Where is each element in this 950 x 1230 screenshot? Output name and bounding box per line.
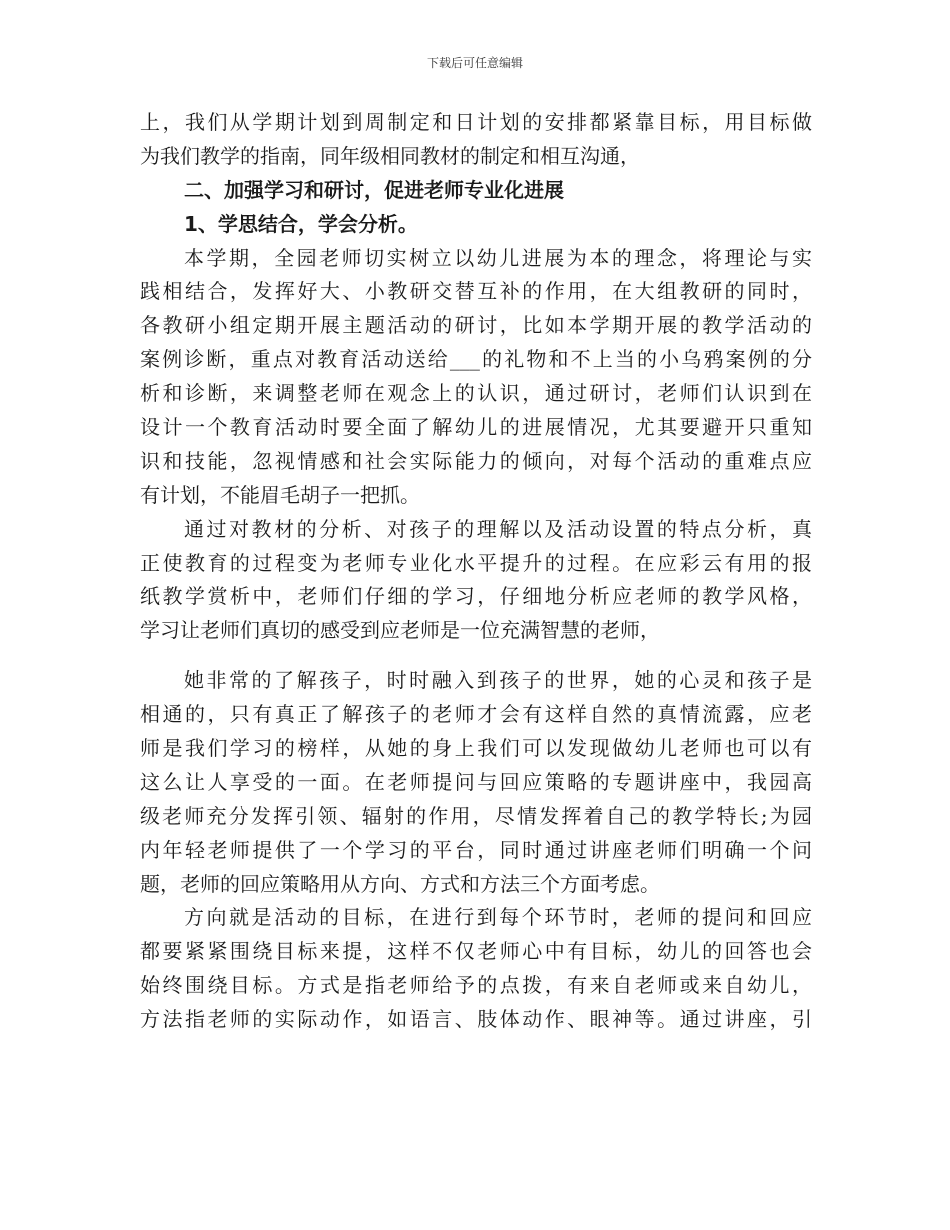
paragraph-line: 案例诊断，重点对教育活动送给___的礼物和不上当的小乌鸦案例的分 xyxy=(140,347,812,372)
paragraph-line: 各教研小组定期开展主题活动的研讨，比如本学期开展的教学活动的 xyxy=(140,313,812,338)
paragraph-line: 师是我们学习的榜样，从她的身上我们可以发现做幼儿老师也可以有 xyxy=(140,736,812,761)
paragraph-line: 相通的，只有真正了解孩子的老师才会有这样自然的真情流露，应老 xyxy=(140,702,812,727)
paragraph-line: 她非常的了解孩子，时时融入到孩子的世界，她的心灵和孩子是 xyxy=(184,668,812,693)
subsection-heading: 1、学思结合，学会分析。 xyxy=(184,211,418,236)
paragraph-line: 方向就是活动的目标，在进行到每个环节时，老师的提问和回应 xyxy=(184,905,812,930)
paragraph-line: 识和技能，忽视情感和社会实际能力的倾向，对每个活动的重难点应 xyxy=(140,448,812,473)
paragraph-line: 都要紧紧围绕目标来提，这样不仅老师心中有目标，幼儿的回答也会 xyxy=(140,939,812,964)
section-heading: 二、加强学习和研讨，促进老师专业化进展 xyxy=(184,177,564,202)
paragraph-line: 通过对教材的分析、对孩子的理解以及活动设置的特点分析，真 xyxy=(184,516,812,541)
document-body xyxy=(140,106,812,1037)
paragraph-line: 践相结合，发挥好大、小教研交替互补的作用，在大组教研的同时， xyxy=(140,279,812,304)
paragraph-line: 内年轻老师提供了一个学习的平台，同时通过讲座老师们明确一个问 xyxy=(140,837,812,862)
paragraph-line: 设计一个教育活动时要全面了解幼儿的进展情况，尤其要避开只重知 xyxy=(140,415,812,440)
paragraph-spacer xyxy=(140,648,812,664)
paragraph-line: 本学期，全园老师切实树立以幼儿进展为本的理念，将理论与实 xyxy=(184,245,812,270)
paragraph-line: 始终围绕目标。方式是指老师给予的点拨，有来自老师或来自幼儿， xyxy=(140,973,812,998)
paragraph-line: 题，老师的回应策略用从方向、方式和方法三个方面考虑。 xyxy=(140,871,660,896)
paragraph-line: 纸教学赏析中，老师们仔细的学习，仔细地分析应老师的教学风格， xyxy=(140,584,812,609)
paragraph-line: 级老师充分发挥引领、辐射的作用，尽情发挥着自己的教学特长;为园 xyxy=(140,803,812,828)
paragraph-line: 析和诊断，来调整老师在观念上的认识，通过研讨，老师们认识到在 xyxy=(140,381,812,406)
page-header: 下载后可任意编辑 xyxy=(426,56,523,70)
paragraph-line: 为我们教学的指南，同年级相同教材的制定和相互沟通， xyxy=(140,143,640,168)
paragraph-line: 这么让人享受的一面。在老师提问与回应策略的专题讲座中，我园高 xyxy=(140,769,812,794)
paragraph-line: 方法指老师的实际动作，如语言、肢体动作、眼神等。通过讲座，引 xyxy=(140,1007,812,1032)
paragraph-line: 上，我们从学期计划到周制定和日计划的安排都紧靠目标，用目标做 xyxy=(140,110,812,134)
paragraph-line: 有计划，不能眉毛胡子一把抓。 xyxy=(140,482,420,507)
paragraph-line: 学习让老师们真切的感受到应老师是一位充满智慧的老师， xyxy=(140,618,660,643)
paragraph-line: 正使教育的过程变为老师专业化水平提升的过程。在应彩云有用的报 xyxy=(140,550,812,575)
